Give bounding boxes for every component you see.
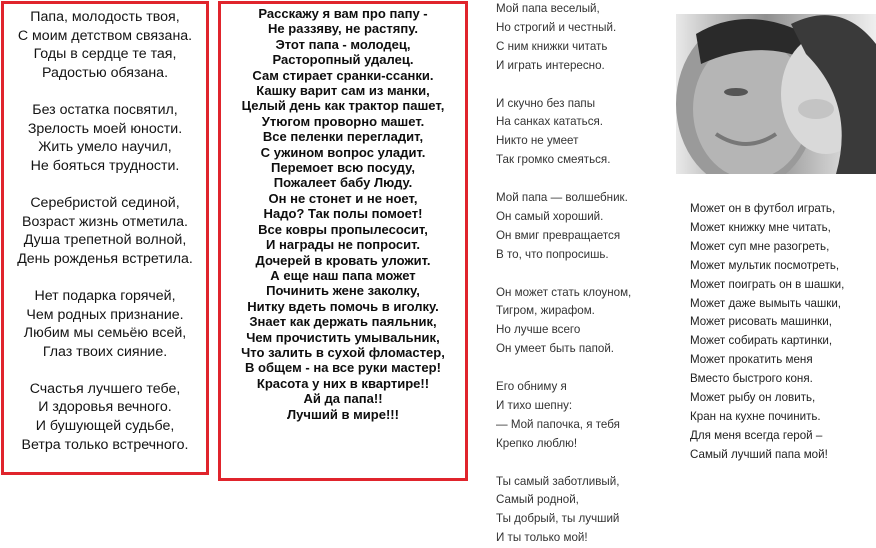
poem-line: — Мой папочка, я тебя <box>496 417 620 431</box>
poem-line: Ты добрый, ты лучший <box>496 512 620 526</box>
stanza-gap <box>484 359 674 378</box>
poem-line: Может суп мне разогреть, <box>690 239 830 253</box>
poem-line: Расторопный удалец. <box>272 52 414 68</box>
poem-line: Но строгий и честный. <box>496 20 617 34</box>
poem-line: Что залить в сухой фломастер, <box>241 344 445 360</box>
father-child-photo <box>676 14 876 174</box>
poem-line: Чем родных признание. <box>26 306 184 323</box>
poem-line: Этот папа - молодец, <box>275 36 411 52</box>
poem-line: Нет подарка горячей, <box>34 287 176 304</box>
poem-line: Ты самый заботливый, <box>496 474 620 488</box>
poem-line: Так громко смеяться. <box>496 153 611 167</box>
poem-line: Пожалеет бабу Люду. <box>273 175 413 191</box>
poem-line: Не раззяву, не растяпу. <box>267 21 419 37</box>
poem-line: Чем прочистить умывальник, <box>246 329 440 345</box>
poem-line: Может даже вымыть чашки, <box>690 296 842 310</box>
poem-line: Для меня всегда герой – <box>690 428 823 442</box>
poem-line: День рожденья встретила. <box>17 250 193 267</box>
poem-line: И играть интересно. <box>496 58 605 72</box>
poem-line: Может рисовать машинки, <box>690 315 832 329</box>
poem-line: Жить умело научил, <box>38 139 172 156</box>
poem-line: Перемоет всю посуду, <box>271 160 415 176</box>
poem-line: На санках кататься. <box>496 115 604 129</box>
stanza-gap <box>4 175 206 194</box>
stanza-gap <box>484 454 674 473</box>
poem-line: Мой папа веселый, <box>496 2 600 15</box>
stanza-gap <box>4 268 206 287</box>
poem-line: Надо? Так полы помоет! <box>263 206 423 222</box>
stanza-gap <box>484 76 674 95</box>
poem-line: Ветра только встречного. <box>21 436 189 453</box>
poem-line: Лучший в мире!!! <box>287 406 399 422</box>
poem-line: Тигром, жирафом. <box>496 304 595 318</box>
stanza-gap <box>484 170 674 189</box>
poem-line: Никто не умеет <box>496 134 579 148</box>
poem-line: Самый лучший папа мой! <box>690 447 828 461</box>
poem-line: Он вмиг превращается <box>496 228 621 242</box>
poem-line: Утюгом проворно машет. <box>261 113 425 129</box>
poem-line: Может мультик посмотреть, <box>690 258 840 272</box>
stanza-gap <box>4 82 206 101</box>
poem-line: Починить жене заколку, <box>266 283 420 299</box>
poem-line: Может рыбу он ловить, <box>690 391 816 405</box>
poem-line: С ним книжки читать <box>496 39 608 53</box>
poem-line: Может поиграть он в шашки, <box>690 277 845 291</box>
poem-line: Целый день как трактор пашет, <box>241 98 445 114</box>
poem-line: Знает как держать паяльник, <box>249 314 437 330</box>
poem-line: И бушующей судьбе, <box>35 418 175 435</box>
poem-panel-3 <box>484 0 674 545</box>
poem-line: И награды не попросит. <box>265 237 421 253</box>
poem-line: Он может стать клоуном, <box>496 285 632 299</box>
poem-line: Крепко люблю! <box>496 436 578 450</box>
poem-line: Может прокатить меня <box>690 353 813 367</box>
poem-panel-2 <box>218 1 468 481</box>
poem-panel-1 <box>1 1 209 475</box>
poem-line: Мой папа — волшебник. <box>496 191 628 205</box>
poem-line: Кашку варит сам из манки, <box>256 83 430 99</box>
stanza-gap <box>4 361 206 380</box>
poem-line: Ай да папа!! <box>303 391 383 407</box>
poem-line: Не бояться трудности. <box>30 157 180 174</box>
poem-line: Все ковры пропылесосит, <box>258 221 428 237</box>
poem-line: Самый родной, <box>496 493 579 507</box>
poem-line: Без остатка посвятил, <box>32 101 178 118</box>
father-child-photo-art <box>676 14 876 174</box>
poem-line: Его обниму я <box>496 380 567 394</box>
poem-line: Нитку вдеть помочь в иголку. <box>247 298 439 314</box>
poem-line: Возраст жизнь отметила. <box>22 213 188 230</box>
poem-line: Но лучше всего <box>496 323 581 337</box>
poem-line: Может он в футбол играть, <box>690 202 836 215</box>
poem-line: А еще наш папа может <box>270 267 416 283</box>
poem-line: И ты только мой! <box>496 531 588 545</box>
poem-line: Глаз твоих сияние. <box>42 343 168 360</box>
poem-line: Сам стирает сранки-ссанки. <box>252 67 434 83</box>
poem-line: Папа, молодость твоя, <box>30 9 180 25</box>
poem-line: Душа трепетной волной, <box>23 232 187 249</box>
poem-line: С моим детством связана. <box>17 27 193 44</box>
stanza-gap <box>484 265 674 284</box>
poem-line: Радостью обязана. <box>41 64 169 81</box>
poem-line: Может книжку мне читать, <box>690 220 831 234</box>
poem-line: И здоровья вечного. <box>38 399 172 416</box>
poem-line: Может собирать картинки, <box>690 334 833 348</box>
poem-line: И тихо шепну: <box>496 398 573 412</box>
poem-line: В то, что попросишь. <box>496 247 609 261</box>
poem-line: Серебристой сединой, <box>30 194 180 211</box>
poem-line: Зрелость моей юности. <box>27 120 183 137</box>
poem-line: Он самый хороший. <box>496 209 604 223</box>
poem-line: Вместо быстрого коня. <box>690 372 813 386</box>
poem-line: С ужином вопрос уладит. <box>260 144 426 160</box>
poem-line: Любим мы семьёю всей, <box>23 325 187 342</box>
poem-line: Он не стонет и не ноет, <box>268 190 418 206</box>
poem-line: Все пеленки перегладит, <box>262 129 424 145</box>
poem-line: Счастья лучшего тебе, <box>29 380 181 397</box>
poem-line: Расскажу я вам про папу - <box>258 6 428 21</box>
poem-line: Годы в сердце те тая, <box>33 46 177 63</box>
poem-line: Он умеет быть папой. <box>496 342 615 356</box>
poem-line: Дочерей в кровать уложит. <box>255 252 431 268</box>
poem-line: И скучно без папы <box>496 96 596 110</box>
poem-line: Кран на кухне починить. <box>690 409 821 423</box>
poem-panel-4 <box>676 0 876 482</box>
poem-line: В общем - на все руки мастер! <box>245 360 441 376</box>
poem-line: Красота у них в квартире!! <box>256 375 430 391</box>
